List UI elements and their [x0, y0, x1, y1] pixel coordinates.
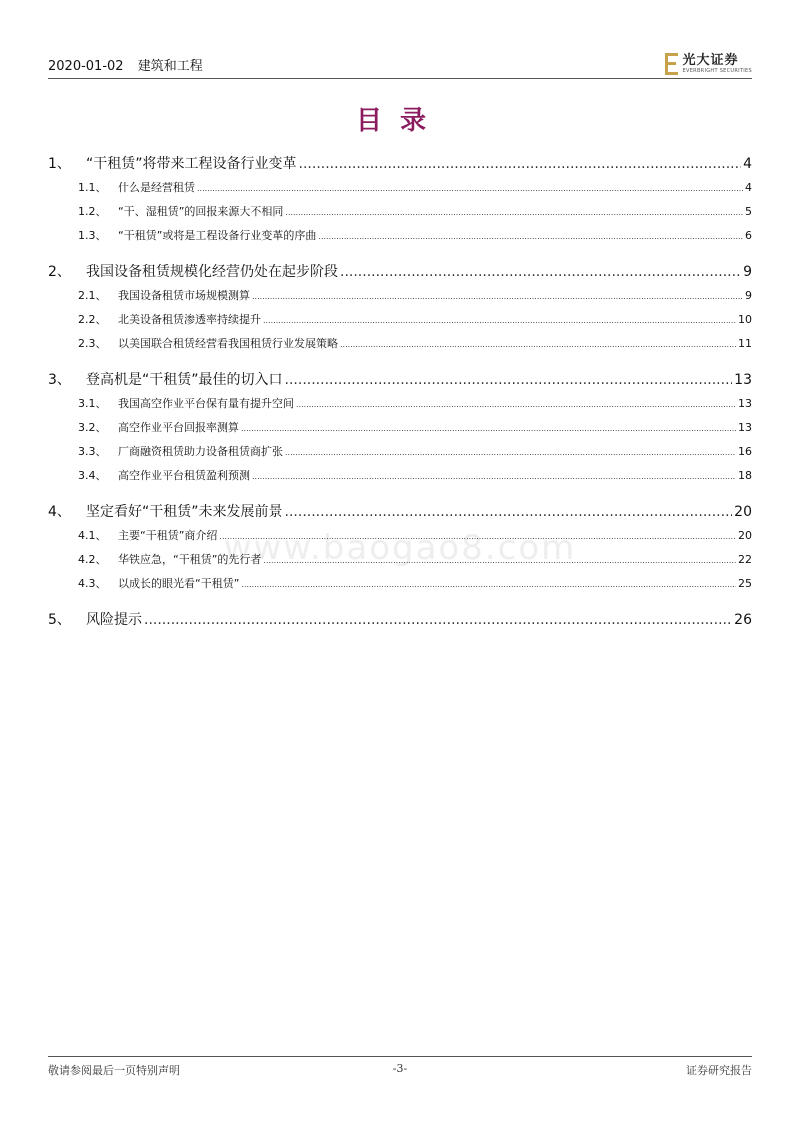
- toc-subsection[interactable]: [48, 332, 752, 356]
- toc-entry-title: 高空作业平台租赁盈利预测: [118, 469, 250, 482]
- toc-entry-leader: [263, 549, 736, 573]
- toc-section[interactable]: [48, 368, 752, 392]
- toc-subsection[interactable]: [48, 308, 752, 332]
- toc-entry-leader: [296, 393, 736, 417]
- toc-subsection[interactable]: [48, 464, 752, 488]
- toc-entry-number: 3.1、: [78, 397, 107, 410]
- toc-entry-title: “干租赁”将带来工程设备行业变革: [86, 156, 297, 172]
- toc-subsection[interactable]: [48, 392, 752, 416]
- toc-subsection[interactable]: [48, 524, 752, 548]
- toc-entry-page: 4: [745, 181, 752, 194]
- footer-disclaimer: 敬请参阅最后一页特别声明: [48, 1064, 180, 1077]
- toc-entry-leader: [340, 333, 736, 357]
- toc-entry-page: 10: [738, 313, 752, 326]
- toc-entry-page: 13: [734, 372, 752, 388]
- toc-entry-number: 3.2、: [78, 421, 107, 434]
- toc-entry-number: 2.3、: [78, 337, 107, 350]
- toc-entry-leader: [241, 417, 736, 441]
- toc-entry-number: 1、: [48, 156, 71, 172]
- toc-entry-number: 1.2、: [78, 205, 107, 218]
- footer-report-type: 证券研究报告: [686, 1064, 752, 1077]
- toc-entry-title: 华铁应急，“干租赁”的先行者: [118, 553, 262, 566]
- toc-subsection[interactable]: [48, 284, 752, 308]
- page-title: 目录: [355, 106, 444, 136]
- toc-entry-page: 13: [738, 397, 752, 410]
- toc-entry-page: 25: [738, 577, 752, 590]
- toc-entry-leader: [340, 260, 741, 284]
- toc-entry-number: 2.1、: [78, 289, 107, 302]
- toc-entry-page: 20: [738, 529, 752, 542]
- toc-entry-leader: [241, 573, 736, 597]
- toc-subsection[interactable]: [48, 548, 752, 572]
- toc-entry-leader: [299, 152, 742, 176]
- table-of-contents: [48, 152, 752, 632]
- toc-section[interactable]: [48, 608, 752, 632]
- toc-entry-leader: [285, 441, 736, 465]
- toc-entry-number: 3、: [48, 372, 71, 388]
- toc-subsection[interactable]: [48, 440, 752, 464]
- toc-entry-page: 11: [738, 337, 752, 350]
- toc-entry-page: 4: [743, 156, 752, 172]
- toc-entry-page: 13: [738, 421, 752, 434]
- toc-entry-title: “干、湿租赁”的回报来源大不相同: [118, 205, 284, 218]
- toc-entry-title: 厂商融资租赁助力设备租赁商扩张: [118, 445, 283, 458]
- toc-entry-number: 3.3、: [78, 445, 107, 458]
- logo-name-en: EVERBRIGHT SECURITIES: [682, 68, 752, 74]
- toc-entry-number: 3.4、: [78, 469, 107, 482]
- toc-entry-number: 2.2、: [78, 313, 107, 326]
- toc-entry-leader: [285, 201, 743, 225]
- page-footer: [48, 1056, 752, 1077]
- toc-entry-title: 我国高空作业平台保有量有提升空间: [118, 397, 294, 410]
- toc-subsection[interactable]: [48, 416, 752, 440]
- page-header: [48, 52, 752, 79]
- toc-entry-leader: [285, 500, 733, 524]
- toc-entry-leader: [285, 368, 733, 392]
- toc-entry-number: 4.2、: [78, 553, 107, 566]
- toc-entry-leader: [144, 608, 732, 632]
- logo-mark-icon: [665, 53, 679, 75]
- toc-entry-title: 坚定看好“干租赁”未来发展前景: [86, 504, 283, 520]
- toc-entry-page: 9: [743, 264, 752, 280]
- toc-entry-number: 1.1、: [78, 181, 107, 194]
- logo-name-cn: 光大证券: [682, 53, 739, 68]
- toc-entry-page: 6: [745, 229, 752, 242]
- toc-entry-leader: [252, 285, 743, 309]
- toc-entry-title: “干租赁”或将是工程设备行业变革的序曲: [118, 229, 317, 242]
- toc-entry-title: 高空作业平台回报率测算: [118, 421, 239, 434]
- toc-entry-title: 登高机是“干租赁”最佳的切入口: [86, 372, 283, 388]
- toc-entry-title: 风险提示: [86, 612, 142, 628]
- everbright-logo: [665, 53, 752, 75]
- toc-entry-number: 4.3、: [78, 577, 107, 590]
- toc-entry-number: 4.1、: [78, 529, 107, 542]
- toc-entry-leader: [219, 525, 736, 549]
- watermark: www.baogao8.com: [223, 528, 577, 568]
- toc-entry-page: 22: [738, 553, 752, 566]
- toc-subsection[interactable]: [48, 176, 752, 200]
- toc-entry-title: 我国设备租赁市场规模测算: [118, 289, 250, 302]
- toc-entry-title: 以成长的眼光看“干租赁”: [118, 577, 240, 590]
- toc-entry-page: 26: [734, 612, 752, 628]
- toc-entry-leader: [318, 225, 743, 249]
- toc-entry-title: 主要“干租赁”商介绍: [118, 529, 218, 542]
- toc-entry-leader: [263, 309, 736, 333]
- toc-entry-number: 1.3、: [78, 229, 107, 242]
- toc-subsection[interactable]: [48, 200, 752, 224]
- toc-entry-page: 16: [738, 445, 752, 458]
- toc-entry-leader: [197, 177, 743, 201]
- toc-entry-number: 2、: [48, 264, 71, 280]
- toc-entry-page: 9: [745, 289, 752, 302]
- toc-section[interactable]: [48, 500, 752, 524]
- toc-entry-title: 什么是经营租赁: [118, 181, 195, 194]
- page-number: -3-: [392, 1062, 408, 1075]
- toc-subsection[interactable]: [48, 572, 752, 596]
- report-sector: 建筑和工程: [137, 59, 203, 74]
- header-info: [48, 55, 213, 74]
- toc-entry-leader: [252, 465, 736, 489]
- toc-subsection[interactable]: [48, 224, 752, 248]
- toc-entry-title: 以美国联合租赁经营看我国租赁行业发展策略: [118, 337, 338, 350]
- toc-entry-title: 北美设备租赁渗透率持续提升: [118, 313, 261, 326]
- toc-section[interactable]: [48, 260, 752, 284]
- toc-entry-number: 5、: [48, 612, 71, 628]
- toc-entry-page: 20: [734, 504, 752, 520]
- toc-entry-title: 我国设备租赁规模化经营仍处在起步阶段: [86, 264, 338, 280]
- report-date: 2020-01-02: [48, 59, 124, 74]
- toc-entry-page: 5: [745, 205, 752, 218]
- toc-section[interactable]: [48, 152, 752, 176]
- toc-entry-page: 18: [738, 469, 752, 482]
- toc-entry-number: 4、: [48, 504, 71, 520]
